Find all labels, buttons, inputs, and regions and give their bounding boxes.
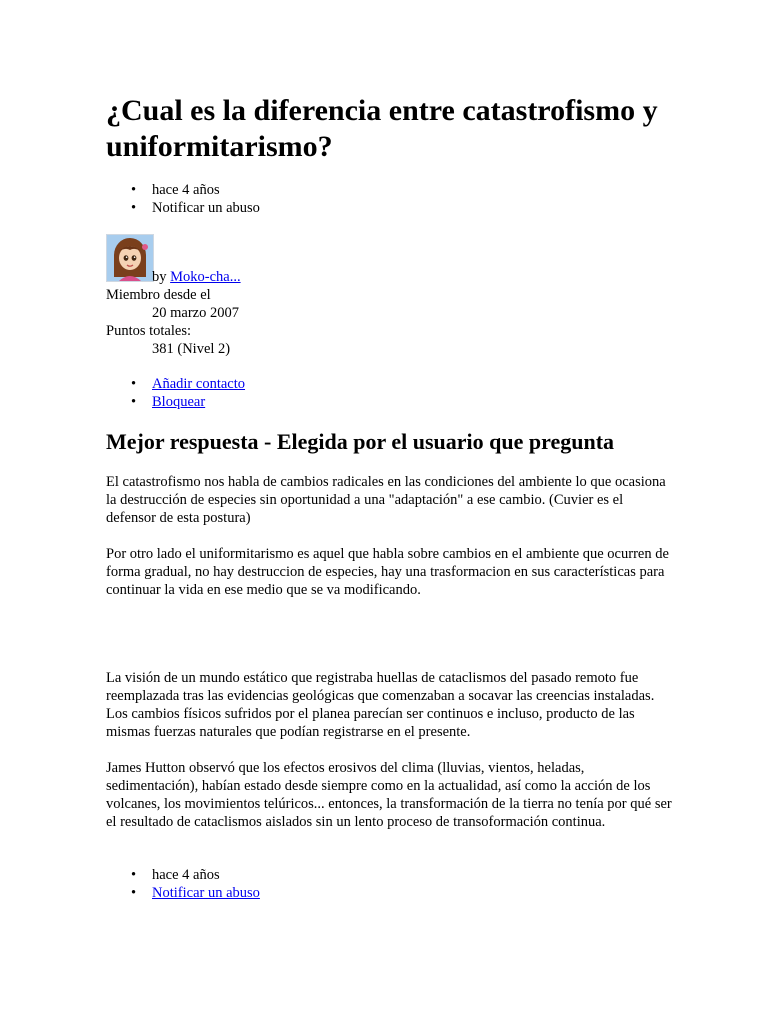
question-title: ¿Cual es la diferencia entre catastrofismo y uniformitarismo?	[106, 94, 658, 163]
points-value: 381 (Nivel 2)	[152, 341, 231, 357]
answer-paragraph: El catastrofismo nos habla de cambios radicales en las condiciones del ambiente lo que ocasiona la destrucción de especies sin oportunidad a una "adaptación" a ese cambio. (Cuvier es el defensor de esta postura)	[106, 474, 666, 526]
report-abuse-text: Notificar un abuso	[152, 200, 260, 216]
by-label: by	[152, 269, 167, 285]
best-answer-heading: Mejor respuesta - Elegida por el usuario que pregunta	[106, 429, 615, 454]
avatar-girl-icon	[107, 235, 153, 281]
list-item	[106, 393, 245, 411]
answer-paragraph: Por otro lado el uniformitarismo es aquel que habla sobre cambios en el ambiente que ocurren de forma gradual, no hay destruccion de especies, hay una trasformacion en sus características para continuar la vida en ese medio que se va modificando.	[106, 546, 669, 598]
bullet-icon: •	[131, 394, 137, 410]
bullet-icon: •	[131, 867, 137, 883]
question-timestamp: hace 4 años	[152, 182, 220, 198]
answer-paragraph: James Hutton observó que los efectos erosivos del clima (lluvias, vientos, heladas, sedimentación), habían estado desde siempre como en la actualidad, así como la acción de los volcanes, los movimientos telúricos... entonces, la transformación de la tierra no tenía por qué ser el resultado de cataclismos aislados sin un lento proceso de transoformación continua.	[106, 760, 672, 830]
answer-paragraph: La visión de un mundo estático que registraba huellas de cataclismos del pasado remoto fue reemplazada tras las evidencias geológicas que comenzaban a socavar las creencias instaladas. Los cambios físicos sufridos por el planea parecían ser continuos e incluso, producto de las mismas fuerzas naturales que podían registrarse en el presente.	[106, 670, 655, 740]
bullet-icon: •	[131, 200, 137, 216]
answer-timestamp: hace 4 años	[152, 867, 220, 883]
avatar[interactable]	[106, 234, 154, 282]
author-link[interactable]: Moko-cha...	[170, 269, 241, 285]
add-contact-link[interactable]: Añadir contacto	[152, 376, 246, 392]
member-since-value: 20 marzo 2007	[152, 305, 239, 321]
block-link[interactable]: Bloquear	[152, 394, 206, 410]
answer-meta-list	[106, 866, 260, 902]
list-item	[106, 375, 245, 393]
member-since-label: Miembro desde el	[106, 287, 211, 303]
list-item	[106, 181, 260, 199]
bullet-icon: •	[131, 182, 137, 198]
list-item	[106, 884, 260, 902]
bullet-icon: •	[131, 885, 137, 901]
list-item	[106, 199, 260, 217]
bullet-icon: •	[131, 376, 137, 392]
question-meta-list	[106, 181, 260, 217]
report-abuse-link[interactable]: Notificar un abuso	[152, 885, 260, 901]
points-label: Puntos totales:	[106, 323, 191, 339]
author-line	[152, 268, 241, 286]
user-actions-list	[106, 375, 245, 411]
list-item	[106, 866, 260, 884]
